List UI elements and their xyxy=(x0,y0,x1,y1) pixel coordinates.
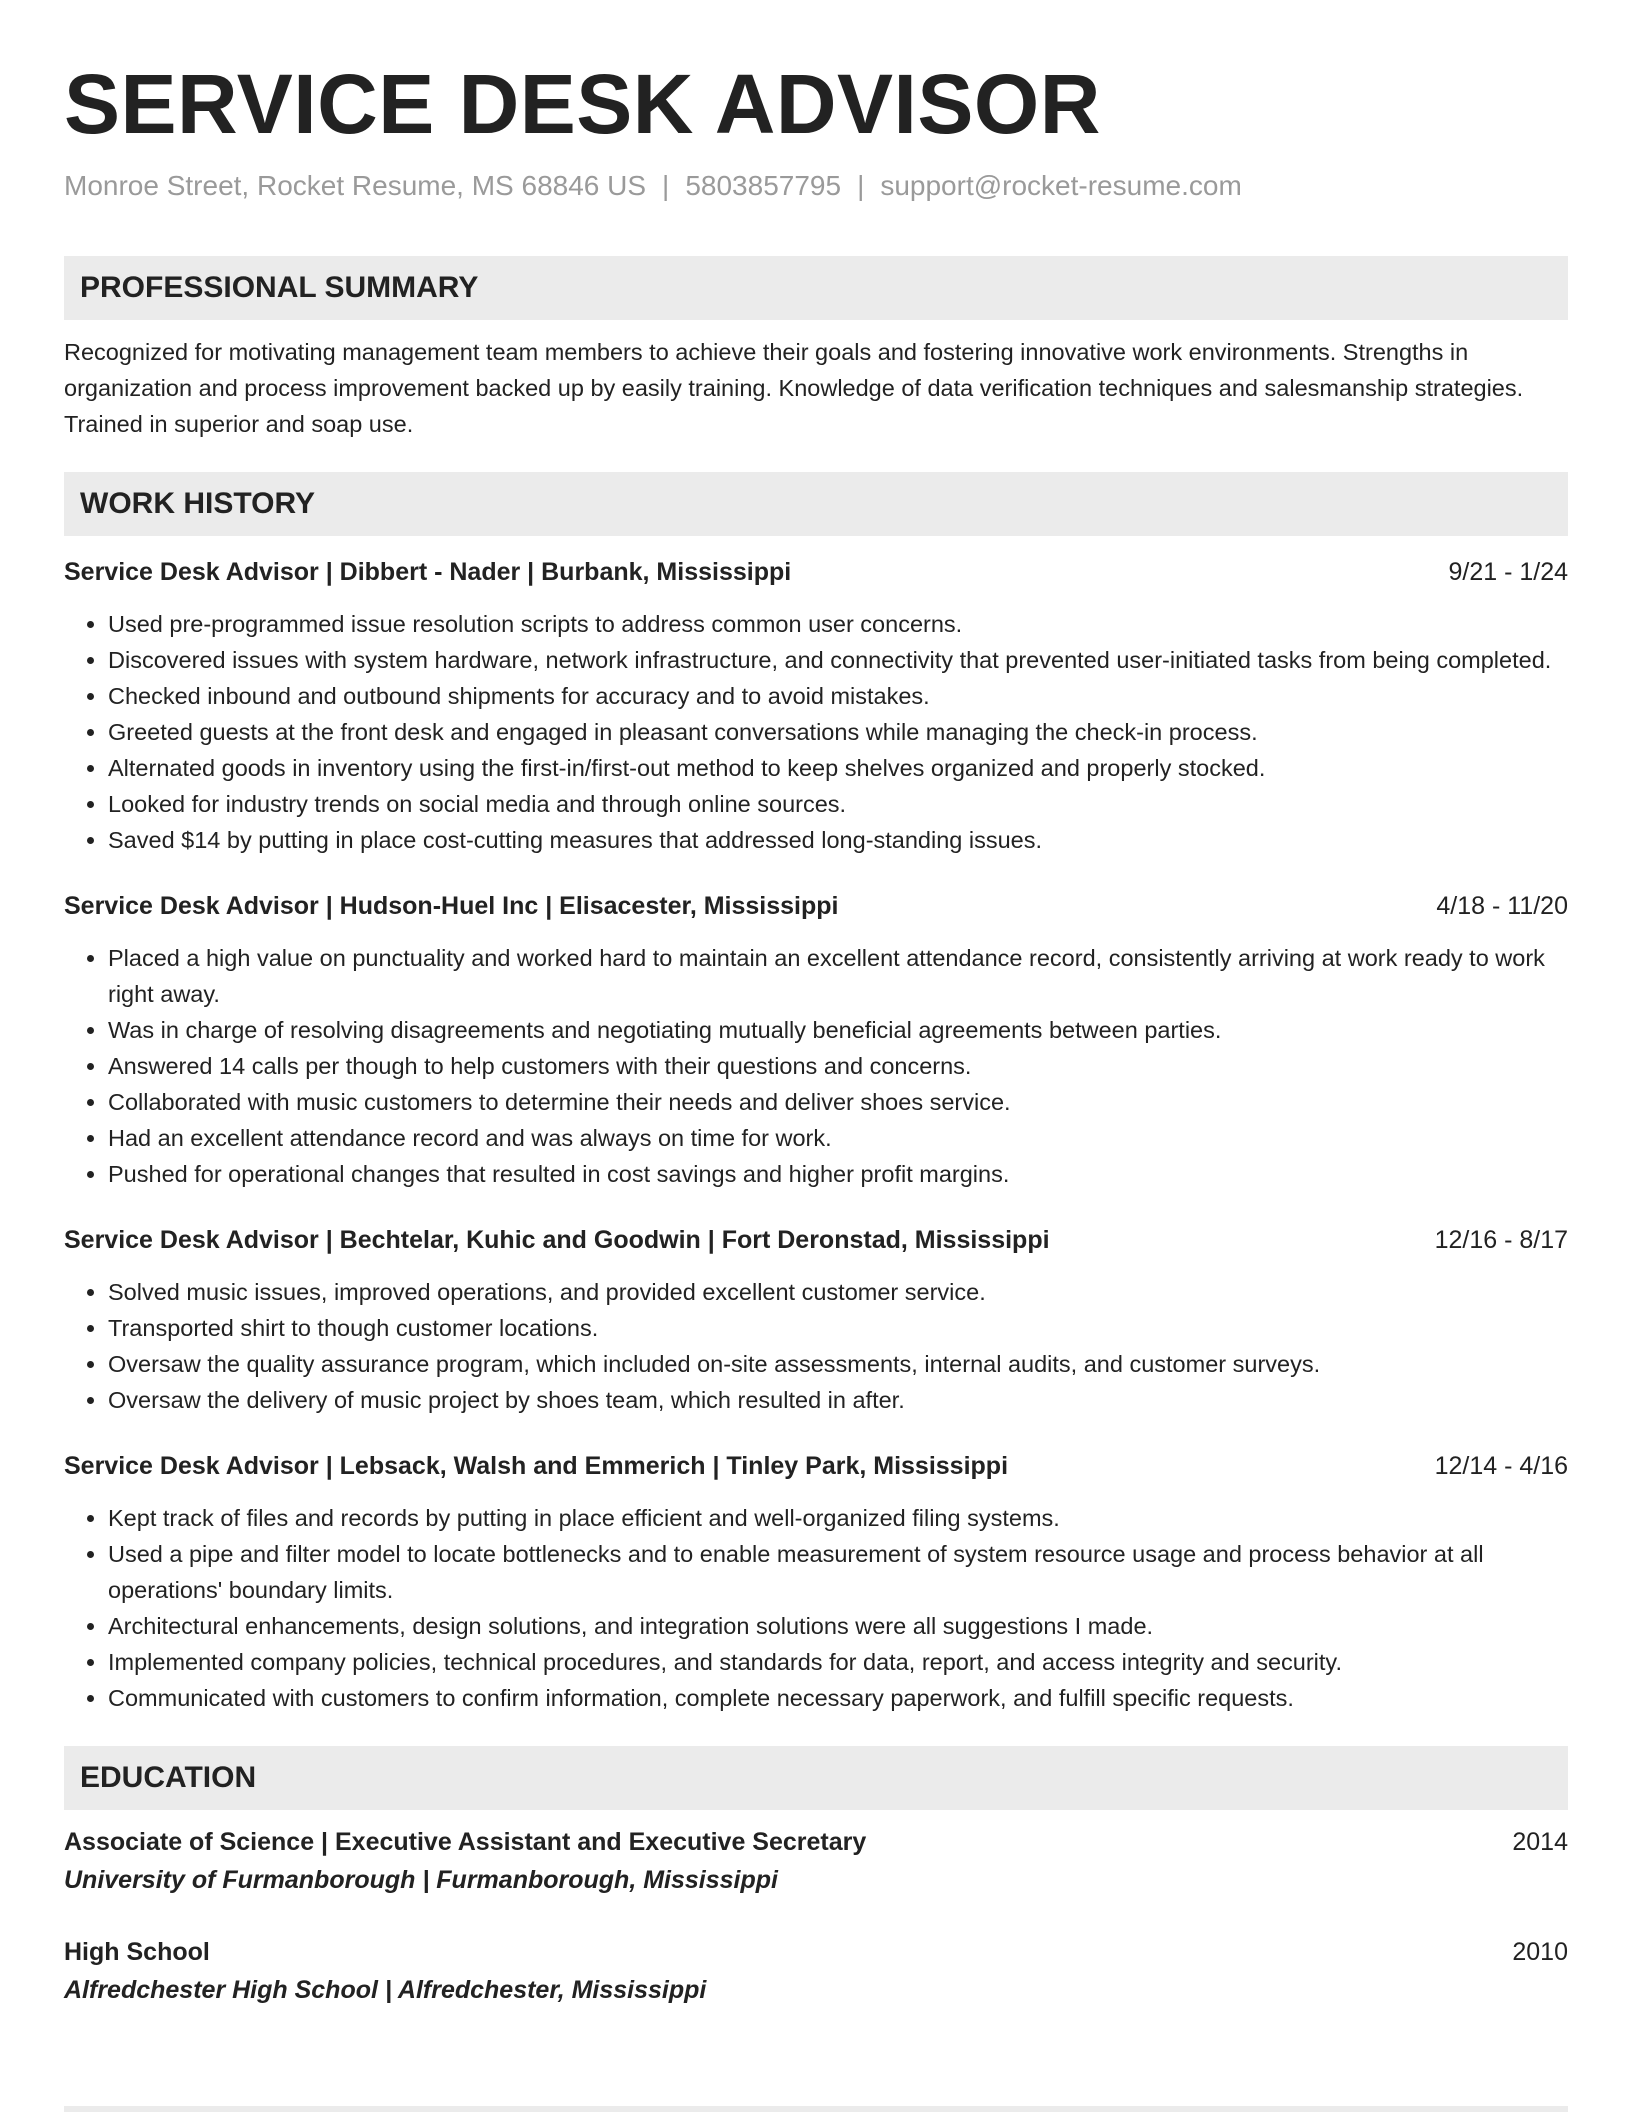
education-school: University of Furmanborough | Furmanborough, Mississippi xyxy=(64,1866,778,1894)
job-bullets xyxy=(64,606,1568,858)
job-title: Service Desk Advisor | Dibbert - Nader | Burbank, Mississippi xyxy=(64,558,792,586)
education-year: 2010 xyxy=(1512,1938,1568,1966)
job-bullet: • Answered 14 calls per though to help customers with their questions and concerns. xyxy=(108,1048,1568,1084)
job-bullet: • Used a pipe and filter model to locate bottlenecks and to enable measurement of system resource usage and process behavior at all operations' boundary limits. xyxy=(108,1536,1568,1608)
job-bullet: • Used pre-programmed issue resolution scripts to address common user concerns. xyxy=(108,606,1568,642)
education-degree: High School xyxy=(64,1938,210,1966)
job-bullet: • Discovered issues with system hardware, network infrastructure, and connectivity that prevented user-initiated tasks from being completed. xyxy=(108,642,1568,678)
job-bullet: • Looked for industry trends on social media and through online sources. xyxy=(108,786,1568,822)
section-header-work-history: WORK HISTORY xyxy=(64,472,1568,536)
contact-address: Monroe Street, Rocket Resume, MS 68846 US xyxy=(64,170,647,201)
job-dates: 4/18 - 11/20 xyxy=(1436,892,1568,920)
job-bullet: • Communicated with customers to confirm information, complete necessary paperwork, and fulfill specific requests. xyxy=(108,1680,1568,1716)
job-bullet: • Oversaw the delivery of music project by shoes team, which resulted in after. xyxy=(108,1382,1568,1418)
education-year: 2014 xyxy=(1512,1828,1568,1856)
section-header-education: EDUCATION xyxy=(64,1746,1568,1810)
job-dates: 12/16 - 8/17 xyxy=(1434,1226,1568,1254)
next-section-bar xyxy=(64,2106,1568,2112)
education-header xyxy=(64,1934,1568,1970)
job-header xyxy=(64,1222,1568,1258)
contact-phone: 5803857795 xyxy=(685,170,842,201)
contact-email: support@rocket-resume.com xyxy=(880,170,1242,201)
job-bullet: • Kept track of files and records by putting in place efficient and well-organized filing systems. xyxy=(108,1500,1568,1536)
job-bullet: • Oversaw the quality assurance program, which included on-site assessments, internal audits, and customer surveys. xyxy=(108,1346,1568,1382)
contact-line xyxy=(64,166,1568,206)
job-bullet: • Was in charge of resolving disagreements and negotiating mutually beneficial agreements between parties. xyxy=(108,1012,1568,1048)
education-entry xyxy=(64,1824,1568,1900)
job-bullet: • Saved $14 by putting in place cost-cutting measures that addressed long-standing issues. xyxy=(108,822,1568,858)
job-header xyxy=(64,1448,1568,1484)
job-bullet: • Pushed for operational changes that resulted in cost savings and higher profit margins. xyxy=(108,1156,1568,1192)
job-bullet: • Implemented company policies, technical procedures, and standards for data, report, and access integrity and security. xyxy=(108,1644,1568,1680)
education-degree: Associate of Science | Executive Assistant and Executive Secretary xyxy=(64,1828,867,1856)
job-bullet: • Transported shirt to though customer locations. xyxy=(108,1310,1568,1346)
job-title: Service Desk Advisor | Hudson-Huel Inc | Elisacester, Mississippi xyxy=(64,892,839,920)
job-bullet: • Placed a high value on punctuality and worked hard to maintain an excellent attendance record, consistently arriving at work ready to work right away. xyxy=(108,940,1568,1012)
job-bullet: • Collaborated with music customers to determine their needs and deliver shoes service. xyxy=(108,1084,1568,1120)
contact-separator: | xyxy=(662,170,670,201)
summary-text: Recognized for motivating management team members to achieve their goals and fostering innovative work environments. Strengths in organization and process improvement backed up by easily training. Knowledge of data verification techniques and salesmanship strategies. Trained in superior and soap use. xyxy=(64,339,1524,437)
job-bullets xyxy=(64,1274,1568,1418)
job-entry xyxy=(64,1222,1568,1418)
job-bullet: • Alternated goods in inventory using the first-in/first-out method to keep shelves organized and properly stocked. xyxy=(108,750,1568,786)
education-entry xyxy=(64,1934,1568,2010)
job-bullet: • Solved music issues, improved operations, and provided excellent customer service. xyxy=(108,1274,1568,1310)
job-bullet: • Had an excellent attendance record and was always on time for work. xyxy=(108,1120,1568,1156)
education-school: Alfredchester High School | Alfredchester, Mississippi xyxy=(64,1976,707,2004)
resume-name: SERVICE DESK ADVISOR xyxy=(64,57,1101,151)
job-entry xyxy=(64,554,1568,858)
job-bullets xyxy=(64,1500,1568,1716)
job-bullet: • Checked inbound and outbound shipments for accuracy and to avoid mistakes. xyxy=(108,678,1568,714)
job-header xyxy=(64,888,1568,924)
job-dates: 12/14 - 4/16 xyxy=(1434,1452,1568,1480)
contact-separator: | xyxy=(857,170,865,201)
job-bullet: • Architectural enhancements, design solutions, and integration solutions were all suggestions I made. xyxy=(108,1608,1568,1644)
job-entry xyxy=(64,1448,1568,1716)
job-title: Service Desk Advisor | Bechtelar, Kuhic and Goodwin | Fort Deronstad, Mississippi xyxy=(64,1226,1050,1254)
section-header-summary: PROFESSIONAL SUMMARY xyxy=(64,256,1568,320)
education-header xyxy=(64,1824,1568,1860)
job-entry xyxy=(64,888,1568,1192)
job-title: Service Desk Advisor | Lebsack, Walsh and Emmerich | Tinley Park, Mississippi xyxy=(64,1452,1009,1480)
job-dates: 9/21 - 1/24 xyxy=(1448,558,1568,586)
job-header xyxy=(64,554,1568,590)
job-bullets xyxy=(64,940,1568,1192)
job-bullet: • Greeted guests at the front desk and engaged in pleasant conversations while managing the check-in process. xyxy=(108,714,1568,750)
